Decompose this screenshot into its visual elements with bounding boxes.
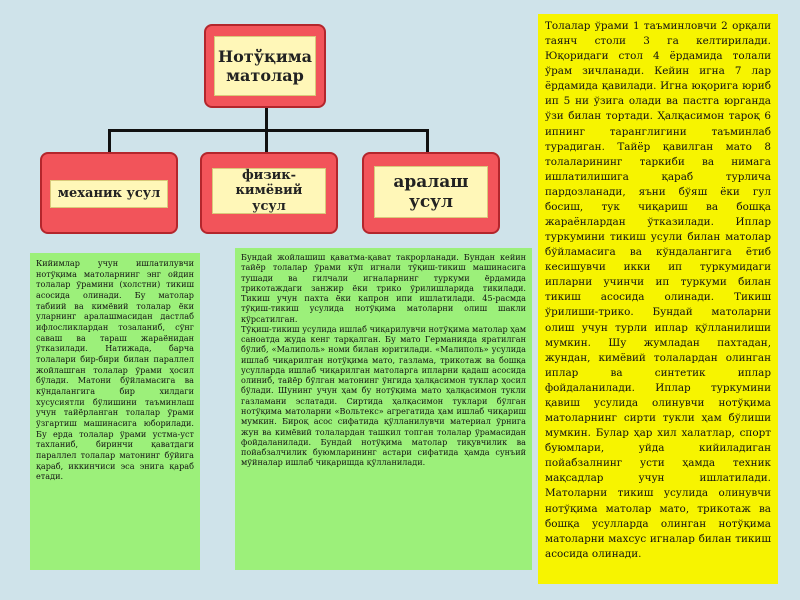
- middle-panel-text-1: Бундай жойлашиш қаватма-қават такрорланади. Бундан кейин тайёр толалар ўрами кўп игнали тўқиш-тикиш машинасига тушади ва гилчали игналарнинг туркуми ёрдамида трикотаждаги занжир ёки трико ўрилишларида тикилади. Тикиш учун пахта ёки капрон ипи ишлатилади. 45-расмда тўқиш-тикиш усулида нотўқима матоларни олиш шакли кўрсатилган.: [241, 252, 526, 324]
- connector-right: [426, 129, 429, 153]
- child-node-mixed-label: аралаш усул: [374, 166, 488, 218]
- child-node-mixed: [362, 152, 500, 234]
- left-text-panel: [30, 253, 200, 570]
- middle-panel-text-2: Тўқиш-тикиш усулида ишлаб чиқарилувчи нотўқима матолар ҳам саноатда жуда кенг тарқалган. Бу мато Германияда яратилган бўлиб, «Малиполь» номи билан юритилади. «Малиполь» усулида ишлаб чиқарилган нотўқима мато, газлама, трикотаж ва бошқа усулларда ишлаб чиқарилган матоларга ипларни қадаш асосида олиниб, тайёр бўлган матонинг ўнгида ҳалқасимон туклар ҳосил бўлади. Шунинг учун ҳам бу нотўқима мато ҳалқасимон тукли газламани эслатади. Сиртида ҳалқасимон туклари бўлган нотўқима матоларни «Вольтекс» агрегатида ҳам ишлаб чиқариш мумкин. Бироқ асос сифатида қўлланилувчи материал ўрнига жун ва кимёвий толалардан ташкил топган толалар ўрамасидан фойдаланилади. Бундай нотўқима матолар тиқувчилик ва пойабзалчилик буюмларининг астари сифатида ҳамда сунъий мўйналар ишлаб чиқаришда қўлланилади.: [241, 323, 526, 468]
- left-panel-text: Кийимлар учун ишлатилувчи нотўқима матоларнинг энг ойдин толалар ўрамини (холстни) тикиш асосида олинади. Бу матолар табиий ва кимёвий толалар ёки уларнинг аралашмасидан дастлаб ифлосликлардан тозаланиб, сўнг саваш ва тараш жараёнидан ўтказилади. Натижада, барча толалари бир-бири билан параллел жойлашган толалар ўрами ҳосил бўлади. Матони бўйламасига ва кўндалангига бир хилдаги хусусиятли бўлишини таъминлаш учун тайёрланган толалар ўрами ўзгартиш машинасига юборилади. Бу ерда толалар ўрами устма-уст тахланиб, биринчи қаватдаги параллел толалар матонинг бўйига қараб, иккинчиси эса энига қараб етади.: [36, 258, 194, 482]
- connector-middle: [265, 129, 268, 153]
- child-node-mechanical-label: механик усул: [50, 180, 168, 208]
- root-node-label: Нотўқима матолар: [214, 36, 316, 96]
- child-node-mechanical: [40, 152, 178, 234]
- connector-trunk: [265, 108, 268, 130]
- right-panel-text: Толалар ўрами 1 таъминловчи 2 орқали таянч столи 3 га келтирилади. Юқоридаги стол 4 ёрдамида толали ўрам зичланади. Кейин игна 7 лар ёрдамида қавилади. Игна юқорига юриб ип 5 ни ўзига олади ва пастга юрганда ўзи билан тортади. Ҳалқасимон тароқ 6 ипнинг таранглигини таъминлаб турадиган. Тайёр қавилган мато 8 толаларининг таркиби ва нимага ишлатилишига қараб турлича пардозланади, яъни бўяш ёки гул босиш, тук чиқариш ва бошқа жараёнлардан ўтказилади. Иплар туркумини тикиш усули билан матолар бўйламасига ва кўндалангига ётиб кесишувчи икки ип туркумидаги ипларни учинчи ип туркуми билан тикиш асосида олинади. Тикиш ўрилиши-трико. Бундай матоларни олиш учун турли иплар қўлланилиши мумкин. Шу жумладан пахтадан, жундан, кимёвий толалардан олинган иплар ва синтетик иплар фойдаланилади. Иплар туркумини қавиш усулида олинувчи нотўқима матоларнинг сирти тукли ҳам бўлиши мумкин. Булар ҳар хил халатлар, спорт буюмлари, уйда кийиладиган пойабзалнинг усти ҳамда техник мақсадлар учун ишлатилади. Матоларни тикиш усулида олинувчи нотўқима матолар мато, трикотаж ва бошқа усулларда олинган нотўқима матоларни махсус игналар билан тикиш асосида олинади.: [545, 20, 771, 560]
- root-node: [204, 24, 326, 108]
- child-node-physchem-label: физик-кимёвий усул: [212, 168, 326, 214]
- connector-horizontal: [108, 129, 428, 132]
- right-text-panel: [538, 14, 778, 584]
- connector-left: [108, 129, 111, 153]
- middle-text-panel: [235, 248, 532, 570]
- child-node-physchem: [200, 152, 338, 234]
